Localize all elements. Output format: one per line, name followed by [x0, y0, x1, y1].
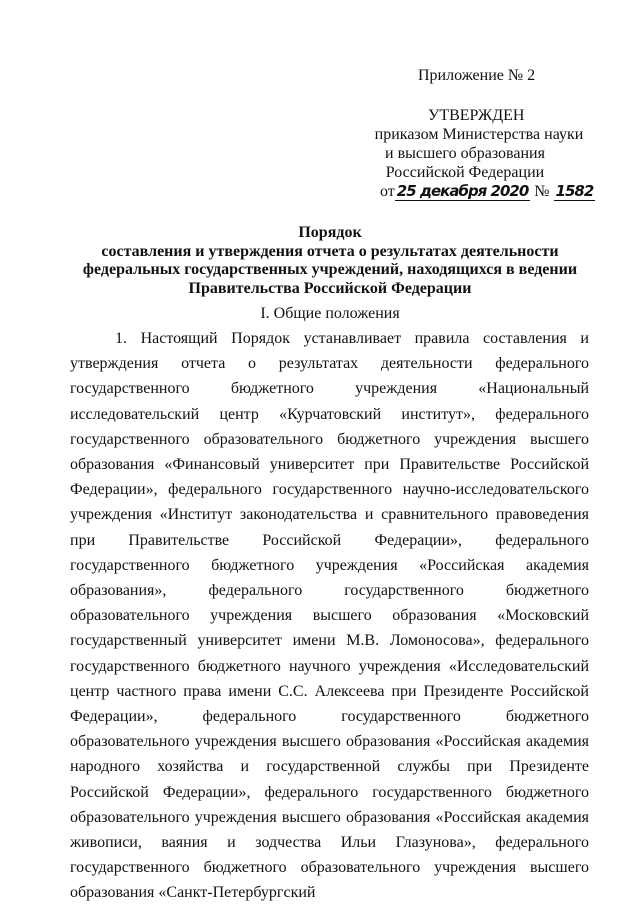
paragraph-1: 1. Настоящий Порядок устанавливает правила составления и утверждения отчета о результатах деятельности федерального государственного бюджетного учреждения «Национальный исследовательский центр «Курчатовский институт», федерального государственного образовательного бюджетного учреждения высшего образования «Финансовый университет при Правительстве Российской Федерации», федерального государственного научно-исследовательского учреждения «Институт законодательства и сравнительного правоведения при Правительстве Российской Федерации», федерального государственного бюджетного учреждения «Российская академия образования», федерального государственного бюджетного образовательного учреждения высшего образования «Московский государственный университет имени М.В. Ломоносова», федерального государственного бюджетного научного учреждения «Исследовательский центр частного права имени С.С. Алексеева при Президенте Российской Федерации», федерального государственного бюджетного образовательного учреждения высшего образования «Российская академия народного хозяйства и государственной службы при Президенте Российской Федерации», федерального государственного бюджетного образовательного учреждения высшего образования «Российская академия живописи, ваяния и зодчества Ильи Глазунова», федерального государственного бюджетного образовательного учреждения высшего образования «Санкт-Петербургский	[70, 330, 589, 902]
approved-label: УТВЕРЖДЕН	[428, 107, 525, 124]
order-line-2: и высшего образования	[385, 145, 545, 162]
title-line-2: составления и утверждения отчета о результатах деятельности	[101, 242, 559, 260]
order-line-3: Российской Федерации	[385, 164, 545, 181]
title-line-4: Правительства Российской Федерации	[188, 279, 472, 297]
order-line-1: приказом Министерства науки	[374, 126, 584, 143]
title-line-1: Порядок	[298, 224, 362, 241]
number-prefix: №	[534, 183, 550, 200]
date-prefix: от	[380, 183, 395, 200]
document-title	[70, 224, 590, 298]
handwritten-date: 25 декабря 2020	[396, 182, 529, 200]
order-date-number	[380, 182, 600, 201]
title-line-3: федеральных государственных учреждений, находящихся в ведении	[82, 261, 578, 278]
section-heading: I. Общие положения	[260, 305, 400, 322]
appendix-label: Приложение № 2	[418, 67, 536, 84]
handwritten-number: 1582	[555, 182, 594, 200]
